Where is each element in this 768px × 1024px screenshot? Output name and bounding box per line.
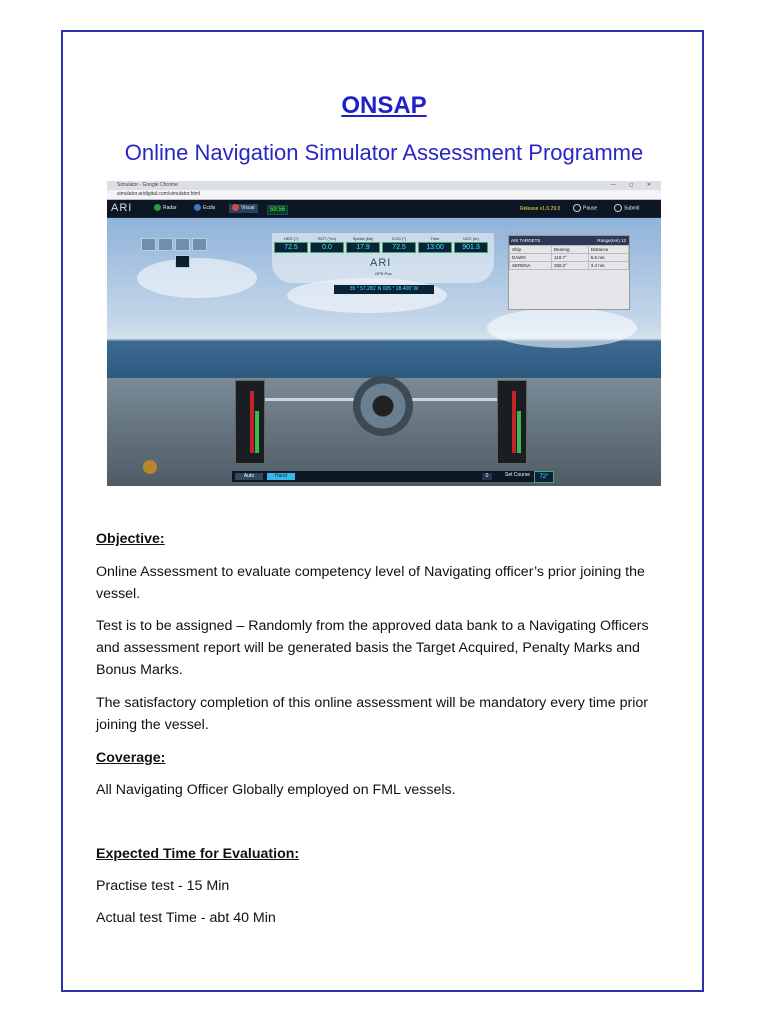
ais-header [509, 236, 629, 245]
hud-hdg: HDG (°) 72.5 [274, 236, 308, 253]
ais-title: AIS TARGETS [511, 238, 541, 243]
steering-wheel[interactable] [353, 376, 413, 436]
doc-subtitle: Online Navigation Simulator Assessment Programme [124, 140, 644, 165]
ais-table [509, 245, 629, 270]
release-version: Release v1.0.29.0 [520, 206, 561, 212]
eye-icon [232, 204, 239, 211]
hand-button[interactable]: Hand [267, 473, 295, 480]
table-row[interactable]: DAWN 110.7° 6.5 nm [510, 254, 629, 262]
cloud [287, 278, 447, 313]
visual-button[interactable]: Visual [229, 204, 258, 213]
look-left-button[interactable] [158, 238, 173, 251]
table-header-row: Ship Bearing Distance [510, 246, 629, 254]
gauge-bar [255, 411, 259, 453]
objective-heading: Objective: [96, 531, 165, 547]
doc-title: ONSAP [341, 92, 427, 119]
visual-scene [107, 218, 661, 486]
gps-position: 35 ° 57.281' N 005 ° 28.400' W [334, 285, 434, 294]
globe-icon [194, 204, 201, 211]
check-icon [614, 204, 622, 212]
browser-title-bar [107, 181, 661, 190]
radar-icon [154, 204, 161, 211]
hud-cog: COG (°) 72.5 [382, 236, 416, 253]
cloud [137, 258, 257, 298]
radar-button[interactable]: Radar [151, 204, 180, 213]
window-controls[interactable]: — ◻ ✕ [610, 182, 657, 188]
objective-paragraph-3: The satisfactory completion of this online assessment will be mandatory every time prior joining the vessel. [96, 695, 648, 733]
countdown-clock: 59:56 [267, 205, 288, 215]
look-right-button[interactable] [192, 238, 207, 251]
simulator-screenshot [107, 181, 661, 486]
address-bar[interactable] [107, 190, 661, 200]
ais-range[interactable]: Range(nm) 12 [597, 238, 626, 243]
hud-ukc: UKC (m) 901.3 [454, 236, 488, 253]
hud-logo: ARI [370, 257, 392, 269]
ecdis-button[interactable]: Ecdis [191, 204, 218, 213]
hud-speed: Speed (kts) 17.9 [346, 236, 380, 253]
actual-test-time: Actual test Time - abt 40 Min [96, 910, 276, 926]
coverage-heading: Coverage: [96, 750, 166, 766]
table-row[interactable]: SERENA 258.2° 3.4 nm [510, 262, 629, 270]
binocular-button[interactable] [175, 255, 190, 268]
port-engine-gauge [235, 380, 265, 464]
camera-left-button[interactable] [141, 238, 156, 251]
practise-test-time: Practise test - 15 Min [96, 878, 230, 894]
steering-bar [232, 471, 537, 482]
window-title: Simulator - Google Chrome [117, 182, 178, 188]
app-toolbar [107, 200, 661, 217]
look-center-button[interactable] [175, 238, 190, 251]
auto-button[interactable]: Auto [235, 473, 263, 480]
objective-paragraph-2: Test is to be assigned – Randomly from the approved data bank to a Navigating Officers and assessment report will be generated basis the Target Acquired, Penalty Marks and Bonus Marks. [96, 618, 649, 678]
url-text: simulator.aridigital.com/simulator.html [117, 191, 201, 197]
stbd-engine-gauge [497, 380, 527, 464]
ais-targets-panel [508, 235, 630, 310]
gauge-bar [250, 391, 254, 453]
objective-paragraph-1: Online Assessment to evaluate competency level of Navigating officer’s prior joining the vessel. [96, 564, 645, 602]
pause-icon [573, 204, 581, 212]
coverage-paragraph: All Navigating Officer Globally employed on FML vessels. [96, 782, 456, 798]
pause-button[interactable]: Pause [570, 204, 600, 213]
set-course-input[interactable]: 72° [534, 471, 554, 483]
rudder-value: 0 [482, 473, 492, 480]
nav-hud [272, 233, 494, 283]
submit-button[interactable]: Submit [611, 204, 643, 213]
time-heading: Expected Time for Evaluation: [96, 846, 300, 862]
set-course-label: Set Course [505, 472, 531, 478]
gauge-bar [517, 411, 521, 453]
gauge-bar [512, 391, 516, 453]
gps-label: GPS Pos [375, 271, 392, 276]
hud-rot: ROT (°/m) 0.0 [310, 236, 344, 253]
whistle-knob-icon[interactable] [143, 460, 157, 474]
ari-logo: ARI [111, 202, 133, 214]
hud-time: Time 13:00 [418, 236, 452, 253]
cloud [487, 308, 637, 348]
